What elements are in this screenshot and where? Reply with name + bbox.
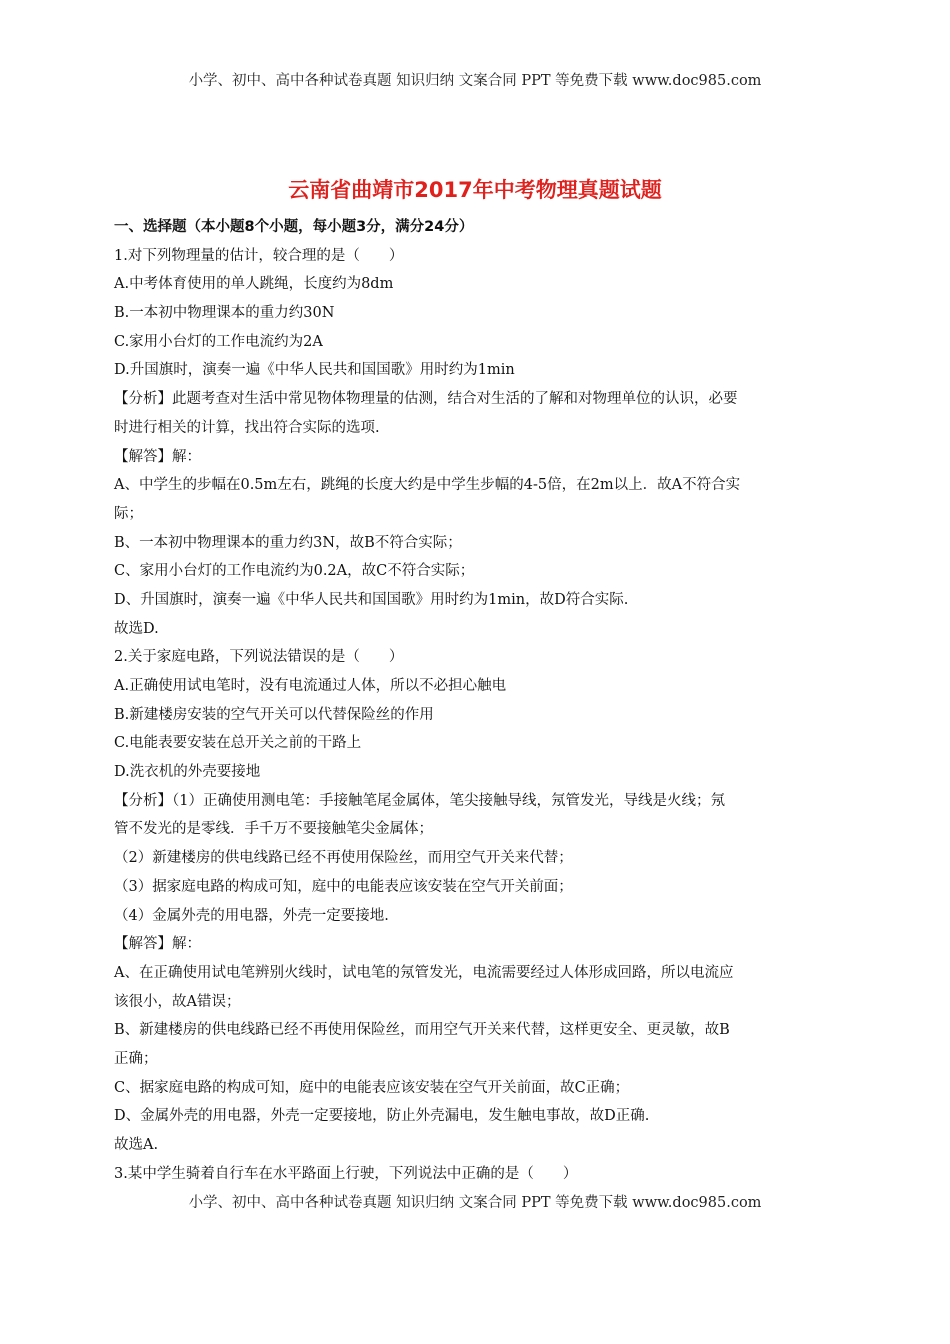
text-line: B、一本初中物理课本的重力约3N，故B不符合实际；: [114, 534, 462, 551]
document-body: [114, 213, 844, 1188]
text-line: D、升国旗时，演奏一遍《中华人民共和国国歌》用时约为1min，故D符合实际.: [114, 591, 629, 608]
text-line: D.洗衣机的外壳要接地: [114, 764, 261, 781]
text-line: 1.对下列物理量的估计，较合理的是（ ）: [114, 247, 404, 264]
text-line: D.升国旗时，演奏一遍《中华人民共和国国歌》用时约为1min: [114, 362, 515, 379]
text-line: B、新建楼房的供电线路已经不再使用保险丝，而用空气开关来代替，这样更安全、更灵敏，故B: [114, 1022, 730, 1039]
text-line: 正确；: [114, 1050, 158, 1067]
text-line: 【分析】此题考查对生活中常见物体物理量的估测，结合对生活的了解和对物理单位的认识，必要: [114, 391, 738, 408]
text-line: C、家用小台灯的工作电流约为0.2A，故C不符合实际；: [114, 563, 475, 580]
text-line: 故选D.: [114, 620, 159, 637]
text-line: C.家用小台灯的工作电流约为2A: [114, 333, 323, 350]
page-header: 小学、初中、高中各种试卷真题 知识归纳 文案合同 PPT 等免费下载 www.doc985.com: [188, 73, 762, 89]
text-line: 3.某中学生骑着自行车在水平路面上行驶，下列说法中正确的是（ ）: [114, 1165, 578, 1182]
text-line: A.正确使用试电笔时，没有电流通过人体，所以不必担心触电: [114, 678, 507, 694]
text-line: B.一本初中物理课本的重力约30N: [114, 305, 335, 322]
text-line: 【解答】解：: [114, 448, 201, 465]
text-line: 故选A.: [114, 1137, 159, 1153]
text-line: C、据家庭电路的构成可知，庭中的电能表应该安装在空气开关前面，故C正确；: [114, 1079, 630, 1096]
document-title: 云南省曲靖市2017年中考物理真题试题: [288, 178, 662, 202]
text-line: A、在正确使用试电笔辨别火线时，试电笔的氖管发光，电流需要经过人体形成回路，所以电流应: [114, 964, 734, 981]
text-line: B.新建楼房安装的空气开关可以代替保险丝的作用: [114, 706, 434, 723]
text-line: 际；: [114, 505, 143, 522]
text-line: A、中学生的步幅在0.5m左右，跳绳的长度大约是中学生步幅的4-5倍，在2m以上．故A不符合实: [114, 477, 741, 494]
text-line: （3）据家庭电路的构成可知，庭中的电能表应该安装在空气开关前面；: [114, 878, 573, 895]
text-line: （2）新建楼房的供电线路已经不再使用保险丝，而用空气开关来代替；: [114, 850, 573, 867]
text-line: D、金属外壳的用电器，外壳一定要接地，防止外壳漏电，发生触电事故，故D正确.: [114, 1108, 650, 1125]
text-line: 【分析】（1）正确使用测电笔：手接触笔尾金属体，笔尖接触导线，氖管发光，导线是火线；氖: [114, 792, 725, 809]
text-line: C.电能表要安装在总开关之前的干路上: [114, 735, 362, 752]
text-line: 时进行相关的计算，找出符合实际的选项.: [114, 419, 380, 436]
text-line: 管不发光的是零线．手千万不要接触笔尖金属体；: [114, 821, 433, 838]
text-line: 【解答】解：: [114, 936, 201, 953]
text-line: 该很小，故A错误；: [114, 993, 241, 1010]
text-line: （4）金属外壳的用电器，外壳一定要接地.: [114, 907, 389, 924]
section-heading: 一、选择题（本小题8个小题，每小题3分，满分24分）: [114, 219, 474, 235]
page-footer: 小学、初中、高中各种试卷真题 知识归纳 文案合同 PPT 等免费下载 www.doc985.com: [188, 1195, 762, 1211]
text-line: 2.关于家庭电路，下列说法错误的是（ ）: [114, 649, 404, 666]
text-line: A.中考体育使用的单人跳绳，长度约为8dm: [114, 276, 394, 293]
